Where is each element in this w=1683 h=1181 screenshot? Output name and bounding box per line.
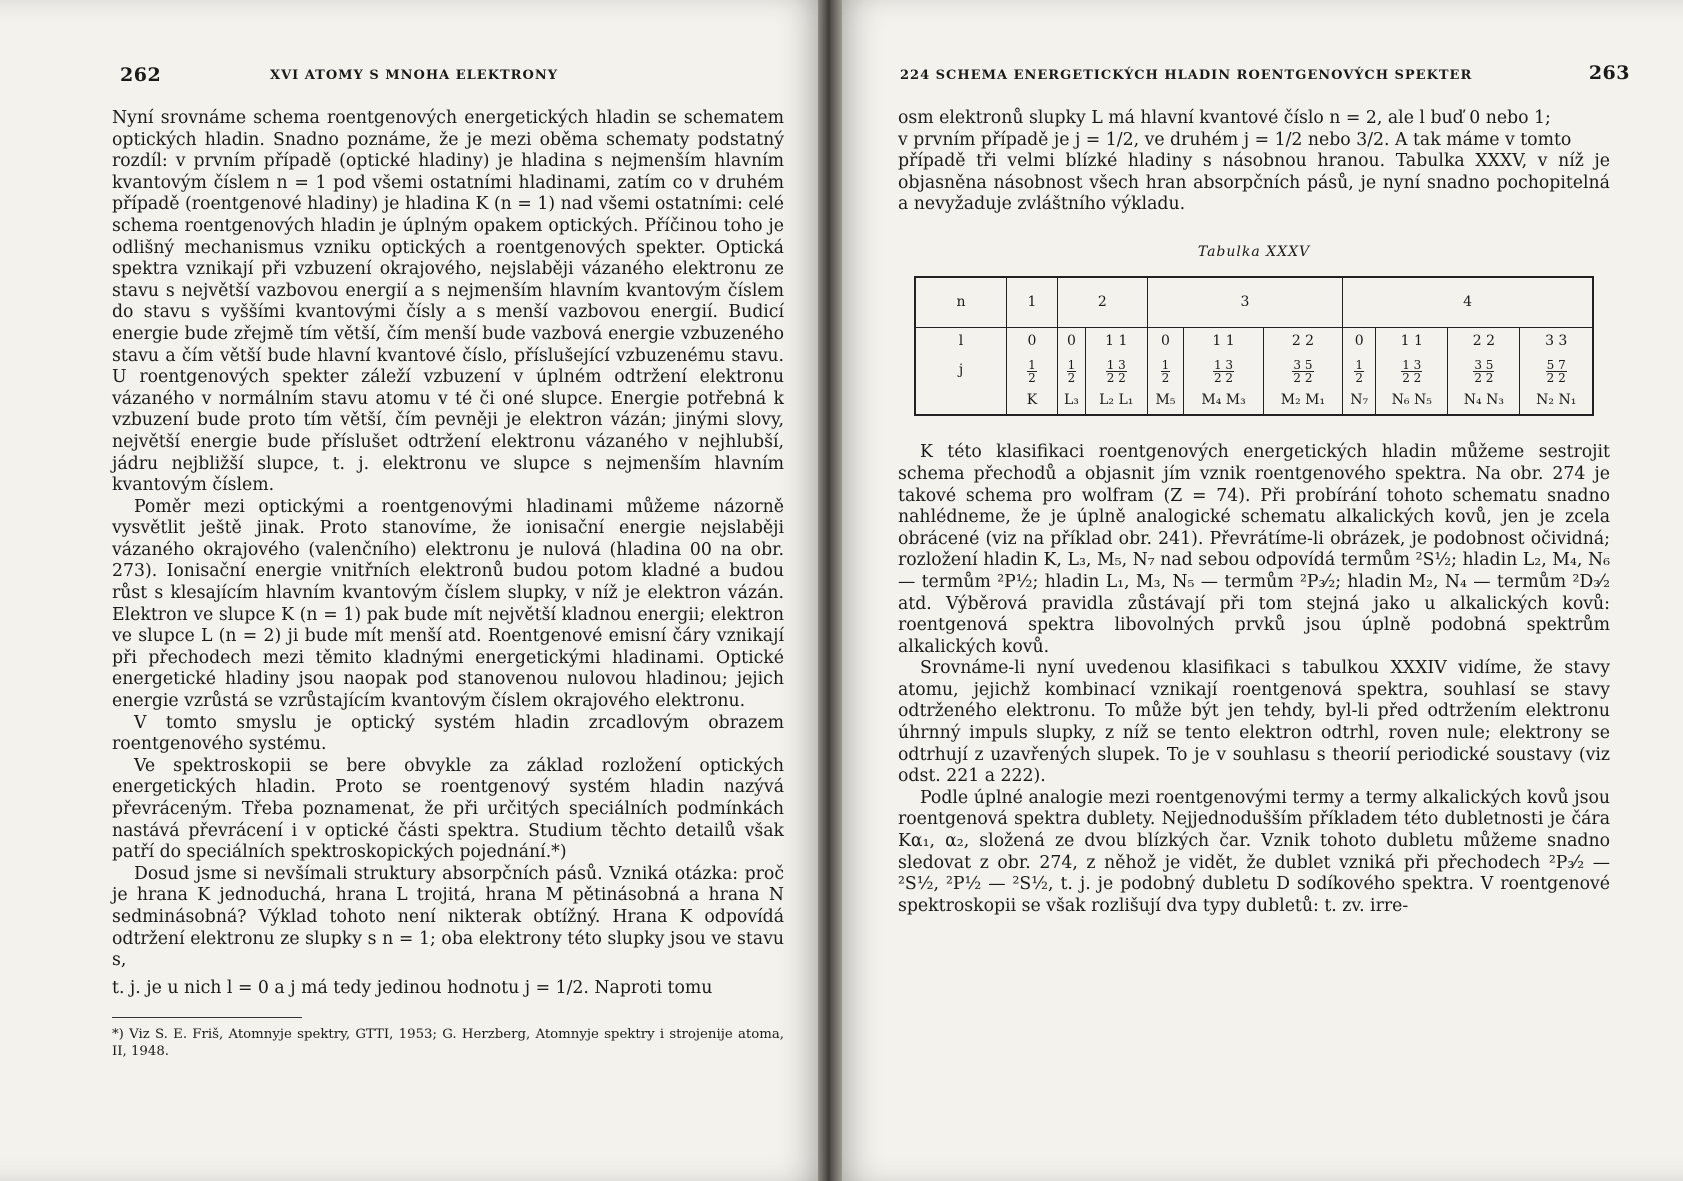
table-cell: 4: [1343, 277, 1593, 328]
intro-line: v prvním případě je j = 1/2, ve druhém j = 1/2 nebo 3/2. A tak máme v tomto: [898, 129, 1572, 150]
table-cell: 0: [1343, 328, 1376, 356]
table-cell: [1520, 356, 1593, 387]
j-fraction: [1401, 359, 1422, 384]
table-cell: 1 1: [1085, 328, 1147, 356]
j-numerator: 1 3: [1213, 357, 1234, 372]
left-page-number: 262: [120, 64, 162, 86]
j-numerator: 1 3: [1106, 357, 1126, 372]
j-numerator: 3 5: [1474, 357, 1494, 372]
paragraph: Podle úplné analogie mezi roentgenovými termy a termy alkalických kovů jsou roentgenová spektra dublety. Nejjednodušším příkladem této dubletnosti je čára Kα₁, α₂, složená ze dvou blízkých čar. Vznik tohoto dubletu můžeme snadno sledovat z obr. 274, z něhož je vidět, že dublet vzniká při přechodech ²P₃⁄₂ — ²S½, ²P½ — ²S½, t. j. je podobný dubletu D sodíkového spektra. V roentgenové spektroskopii se však rozlišují dva typy dubletů: t. zv. irre-: [898, 787, 1610, 916]
j-fraction: [1106, 359, 1127, 384]
j-fraction: [1213, 359, 1234, 384]
j-fraction: [1473, 359, 1494, 384]
book-gutter: [818, 0, 842, 1181]
left-page: [0, 0, 830, 1181]
table-cell: 0: [1007, 328, 1058, 356]
table-cell: 2 2: [1263, 328, 1342, 356]
table-row-shells: [915, 387, 1593, 416]
table-cell: M₅: [1147, 387, 1184, 416]
left-page-header: [120, 64, 800, 86]
table-row-n: [915, 277, 1593, 328]
quantum-number-table: [914, 276, 1594, 417]
j-denominator: 2 2: [1293, 370, 1313, 385]
row-label-j: j: [958, 362, 964, 379]
table-cell: 1 1: [1376, 328, 1448, 356]
paragraph: Dosud jsme si nevšímali struktury absorpčních pásů. Vzniká otázka: proč je hrana K jednoduchá, hrana L trojitá, hrana M pětinásobná a hrana N sedminásobná? Výklad tohoto není nikterak obtížný. Hrana K odpovídá odtržení elektronu ze slupky s n = 1; oba elektrony této slupky jsou ve stavu s,: [112, 863, 784, 971]
j-denominator: 2 2: [1402, 370, 1422, 385]
table-cell: N₂ N₁: [1520, 387, 1593, 416]
table-caption: Tabulka XXXV: [1197, 243, 1311, 260]
j-numerator: 5 7: [1546, 357, 1566, 372]
left-body-text: [112, 108, 784, 1060]
paragraph: Srovnáme-li nyní uvedenou klasifikaci s tabulkou XXXIV vidíme, že stavy atomu, jejichž kombinací vznikají roentgenová spektra, souhlasí se stavy odtrženého elektronu. To může být jen tehdy, byl-li před odtržením elektronu úhrnný impuls slupky, z níž se tento elektron odtrhl, roven nule; elektrony se odtrhují z uzavřených slupek. To je v souhlasu s theorií periodické soustavy (viz odst. 221 a 222).: [898, 658, 1610, 787]
paragraph: Ve spektroskopii se bere obvykle za základ rozložení optických energetických hladin. Proto se roentgenový systém hladin nazývá převráceným. Třeba poznamenat, že při určitých speciálních podmínkách nastává převrácení i v optické části spektra. Studium těchto detailů však patří do speciálních spektroskopických pojednání.*): [112, 755, 784, 863]
row-label-n: n: [915, 277, 1007, 328]
table-cell: M₂ M₁: [1263, 387, 1342, 416]
j-denominator: 2: [1028, 370, 1036, 385]
right-page-number: 263: [1588, 62, 1630, 84]
left-running-title: XVI ATOMY S MNOHA ELEKTRONY: [270, 68, 558, 83]
table-cell: 2: [1058, 277, 1148, 328]
j-numerator: 1 3: [1402, 357, 1422, 372]
intro-line: osm elektronů slupky L má hlavní kvantové číslo n = 2, ale l buď 0 nebo 1;: [898, 108, 1551, 128]
table-cell: [1085, 356, 1147, 387]
j-numerator: 1: [1028, 357, 1036, 372]
footnote-rule: [112, 1017, 302, 1018]
paragraph: Poměr mezi optickými a roentgenovými hladinami můžeme názorně vysvětlit ještě jinak. Proto stanovíme, že ionisační energie nejslaběji vázaného okrajového (valenčního) elektronu je nulová (hladina 00 na obr. 273). Ionisační energie vnitřních elektronů budou potom kladné a budou růst s klesajícím hlavním kvantovým číslem slupky, v níž je elektron vázán. Elektron ve slupce K (n = 1) pak bude mít největší kladnou energii; elektron ve slupce L (n = 2) ji bude mít menší atd. Roentgenové emisní čáry vznikají při přechodech mezi těmito kladnými energetickými hladinami. Optické energetické hladiny jsou naopak pod stanovenou nulovou hladinou; jejich energie vzrůstá se vzrůstajícím kvantovým číslem okrajového elektronu.: [112, 496, 784, 712]
j-fraction: [1067, 359, 1077, 384]
j-denominator: 2: [1355, 370, 1364, 385]
table-cell: [915, 387, 1007, 416]
table-cell: N₄ N₃: [1448, 387, 1520, 416]
right-page: [830, 0, 1683, 1181]
table-cell: 0: [1147, 328, 1184, 356]
table-cell: L₂ L₁: [1085, 387, 1147, 416]
table-cell: N₆ N₅: [1376, 387, 1448, 416]
j-fraction: [1161, 359, 1171, 384]
table-cell: 0: [1058, 328, 1086, 356]
right-body-text: [898, 108, 1610, 917]
table-cell: [1184, 356, 1263, 387]
j-denominator: 2 2: [1474, 370, 1494, 385]
j-denominator: 2 2: [1106, 370, 1126, 385]
j-numerator: 3 5: [1293, 357, 1313, 372]
table-cell: 3 3: [1520, 328, 1593, 356]
table-cell: [1448, 356, 1520, 387]
j-denominator: 2 2: [1546, 370, 1566, 385]
j-numerator: 1: [1355, 357, 1364, 372]
j-numerator: 1: [1067, 357, 1076, 372]
table-cell: [1147, 356, 1184, 387]
table-cell: 2 2: [1448, 328, 1520, 356]
j-fraction: [1546, 359, 1567, 384]
right-running-title: 224 SCHEMA ENERGETICKÝCH HLADIN ROENTGENOVÝCH SPEKTER: [900, 68, 1473, 83]
table-cell: 1: [1007, 277, 1058, 328]
table-cell: K: [1007, 387, 1058, 416]
table-cell: [1263, 356, 1342, 387]
row-label-l: l: [958, 333, 964, 350]
table-cell: L₃: [1058, 387, 1086, 416]
table-row-j: [915, 356, 1593, 387]
table-cell: [1343, 356, 1376, 387]
paragraph: V tomto smyslu je optický systém hladin zrcadlovým obrazem roentgenového systému.: [112, 712, 784, 755]
intro-line: případě tři velmi blízké hladiny s násobnou hranou. Tabulka XXXV, v níž je objasněna násobnost všech hran absorpčních pásů, je nyní snadno pochopitelná a nevyžaduje zvláštního výkladu.: [898, 151, 1610, 215]
table-cell: N₇: [1343, 387, 1376, 416]
table-cell: [1058, 356, 1086, 387]
j-fraction: [1027, 359, 1037, 384]
table-cell: 1 1: [1184, 328, 1263, 356]
j-denominator: 2: [1067, 370, 1076, 385]
table-cell: M₄ M₃: [1184, 387, 1263, 416]
j-numerator: 1: [1161, 357, 1170, 372]
j-fraction: [1354, 359, 1364, 384]
table-cell: [1376, 356, 1448, 387]
j-fraction: [1292, 359, 1313, 384]
table-row-l: [915, 328, 1593, 356]
table-cell: [1007, 356, 1058, 387]
paragraph: K této klasifikaci roentgenových energetických hladin můžeme sestrojit schema přechodů a objasnit jím vznik roentgenového spektra. Na obr. 274 je takové schema pro wolfram (Z = 74). Při probírání tohoto schematu snadno nahlédneme, že je úplně analogické schematu alkalických kovů, jen je zcela obrácené (viz na příklad obr. 241). Převrátíme-li obrázek, je podobnost očividná; rozložení hladin K, L₃, M₅, N₇ nad sebou odpovídá termům ²S½; hladin L₂, M₄, N₆ — termům ²P½; hladin L₁, M₃, N₅ — termům ²P₃⁄₂; hladin M₂, N₄ — termům ²D₃⁄₂ atd. Výběrová pravidla zůstávají při tom stejná jako u alkalických kovů: roentgenová spektra libovolných prvků jsou úplně podobná spektrům alkalických kovů.: [898, 442, 1610, 657]
footnote: *) Viz S. E. Friš, Atomnyje spektry, GTTI, 1953; G. Herzberg, Atomnyje spektry i strojenije atoma, II, 1948.: [112, 1027, 784, 1060]
paragraph-continued: t. j. je u nich l = 0 a j má tedy jedinou hodnotu j = 1/2. Naproti tomu: [112, 977, 713, 998]
paragraph: Nyní srovnáme schema roentgenových energetických hladin se schematem optických hladin. Snadno poznáme, že je mezi oběma schematy podstatný rozdíl: v prvním případě (optické hladiny) je hladina s nejmenším hlavním kvantovým číslem n = 1 pod všemi ostatními hladinami, zatím co v druhém případě (roentgenové hladiny) je hladina K (n = 1) nad všemi ostatními: celé schema roentgenových hladin je úplným opakem optických. Příčinou toho je odlišný mechanismus vzniku optických a roentgenových spekter. Optická spektra vznikají při vzbuzení okrajového, nejslaběji vázaného elektronu ze stavu s největší vazbovou energií a s nejmenším hlavním kvantovým číslem do stavu s vyššími kvantovými čísly a s menší vazbovou energií. Budicí energie bude zřejmě tím větší, čím menší bude vazbová energie vzbuzeného stavu a čím větší bude hlavní kvantové číslo, příslušející vzbuzenému stavu. U roentgenových spekter záleží vzbuzení v úplném odtržení elektronu vázaného v normálním stavu atomu v té či oné slupce. Energie potřebná k vzbuzení bude proto tím větší, čím pevněji je elektron vázán; jinými slovy, největší energie bude příslušet odtržení elektronu vázaného v nejhlubší, jádru nejbližší slupce, t. j. elektronu ve slupce s nejmenším hlavním kvantovým číslem.: [112, 108, 784, 496]
j-denominator: 2: [1161, 370, 1170, 385]
table-cell: 3: [1147, 277, 1343, 328]
j-denominator: 2 2: [1213, 370, 1234, 385]
